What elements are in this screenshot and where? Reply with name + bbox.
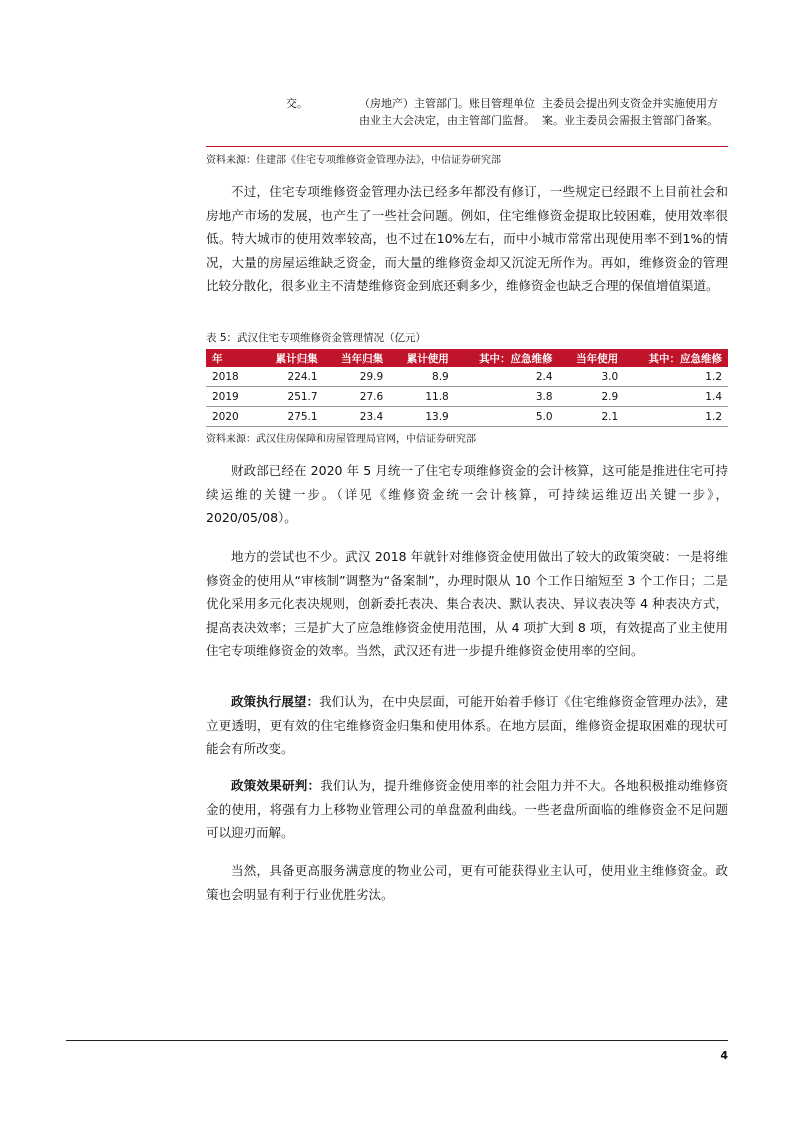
paragraph-5 — [206, 774, 728, 845]
table-row — [206, 367, 728, 387]
source-note-1: 资料来源：住建部《住宅专项维修资金管理办法》，中信证券研究部 — [206, 155, 501, 166]
cell: 11.8 — [389, 387, 455, 407]
continued-table-row — [206, 95, 728, 145]
header-annual-collection: 当年归集 — [324, 349, 390, 367]
source-note-2: 资料来源：武汉住房保障和房屋管理局官网，中信证券研究部 — [206, 434, 476, 445]
cell: 1.4 — [624, 387, 728, 407]
cell: 2.4 — [455, 367, 559, 387]
policy-effect-text: 我们认为，提升维修资金使用率的社会阻力并不大。各地积极推动维修资金的使用，将强有力上移物业管理公司的单盘盈利曲线。一些老盘所面临的维修资金不足问题可以迎刃而解。 — [206, 778, 728, 840]
header-emergency-repair-2: 其中：应急维修 — [624, 349, 728, 367]
cell: 2018 — [206, 367, 258, 387]
table-row — [206, 407, 728, 427]
header-annual-use: 当年使用 — [559, 349, 625, 367]
cell: 13.9 — [389, 407, 455, 427]
cell: 3.0 — [559, 367, 625, 387]
cell: 2.9 — [559, 387, 625, 407]
table-bottom-rule — [206, 146, 728, 147]
header-emergency-repair-1: 其中：应急维修 — [455, 349, 559, 367]
cell: 251.7 — [258, 387, 324, 407]
cell: 2.1 — [559, 407, 625, 427]
cell-col3: 主委员会提出列支资金并实施使用方案。业主委员会需报主管部门备案。 — [542, 97, 718, 127]
cell: 1.2 — [624, 367, 728, 387]
cell: 29.9 — [324, 367, 390, 387]
header-cumulative-collection: 累计归集 — [258, 349, 324, 367]
table-caption: 表 5：武汉住宅专项维修资金管理情况（亿元） — [206, 332, 427, 344]
cell-col1: 交。 — [286, 97, 308, 110]
header-cumulative-use: 累计使用 — [389, 349, 455, 367]
policy-outlook-lead: 政策执行展望： — [231, 694, 320, 709]
cell: 27.6 — [324, 387, 390, 407]
table-row — [206, 387, 728, 407]
cell: 5.0 — [455, 407, 559, 427]
cell: 1.2 — [624, 407, 728, 427]
paragraph-3: 地方的尝试也不少。武汉 2018 年就针对维修资金使用做出了较大的政策突破：一是将维修资金的使用从“审核制”调整为“备案制”，办理时限从 10 个工作日缩短至 3 个工作日；二是优化采用多元化表决规则，创新委托表决、集合表决、默认表决、异议表决等 4 种表决方式，提高表决效率；三是扩大了应急维修资金使用范围，从 4 项扩大到 8 项，有效提高了业主使用住宅专项维修资金的效率。当然，武汉还有进一步提升维修资金使用率的空间。 — [206, 549, 728, 658]
paragraph-4 — [206, 690, 728, 761]
cell-col2: （房地产）主管部门。账目管理单位由业主大会决定，由主管部门监督。 — [359, 97, 535, 127]
footer-rule — [66, 1040, 728, 1041]
cell: 23.4 — [324, 407, 390, 427]
cell: 275.1 — [258, 407, 324, 427]
policy-outlook-text: 我们认为，在中央层面，可能开始着手修订《住宅维修资金管理办法》，建立更透明，更有效的住宅维修资金归集和使用体系。在地方层面，维修资金提取困难的现状可能会有所改变。 — [206, 694, 728, 756]
table-header-row — [206, 349, 728, 367]
cell: 2019 — [206, 387, 258, 407]
header-year: 年 — [206, 349, 258, 367]
page-number: 4 — [720, 1049, 728, 1062]
paragraph-6: 当然，具备更高服务满意度的物业公司，更有可能获得业主认可，使用业主维修资金。政策也会明显有利于行业优胜劣汰。 — [206, 863, 728, 902]
cell: 8.9 — [389, 367, 455, 387]
cell: 3.8 — [455, 387, 559, 407]
cell: 2020 — [206, 407, 258, 427]
paragraph-2: 财政部已经在 2020 年 5 月统一了住宅专项维修资金的会计核算，这可能是推进住宅可持续运维的关键一步。（详见《维修资金统一会计核算，可持续运维迈出关键一步》，2020/05/08）。 — [206, 463, 728, 525]
cell: 224.1 — [258, 367, 324, 387]
policy-effect-lead: 政策效果研判： — [231, 778, 321, 793]
wuhan-fund-table — [206, 349, 728, 427]
paragraph-1: 不过，住宅专项维修资金管理办法已经多年都没有修订，一些规定已经跟不上目前社会和房地产市场的发展，也产生了一些社会问题。例如，住宅维修资金提取比较困难，使用效率很低。特大城市的使用效率较高，也不过在10%左右，而中小城市常常出现使用率不到1%的情况，大量的房屋运维缺乏资金，而大量的维修资金却又沉淀无所作为。再如，维修资金的管理比较分散化，很多业主不清楚维修资金到底还剩多少，维修资金也缺乏合理的保值增值渠道。 — [206, 184, 728, 293]
